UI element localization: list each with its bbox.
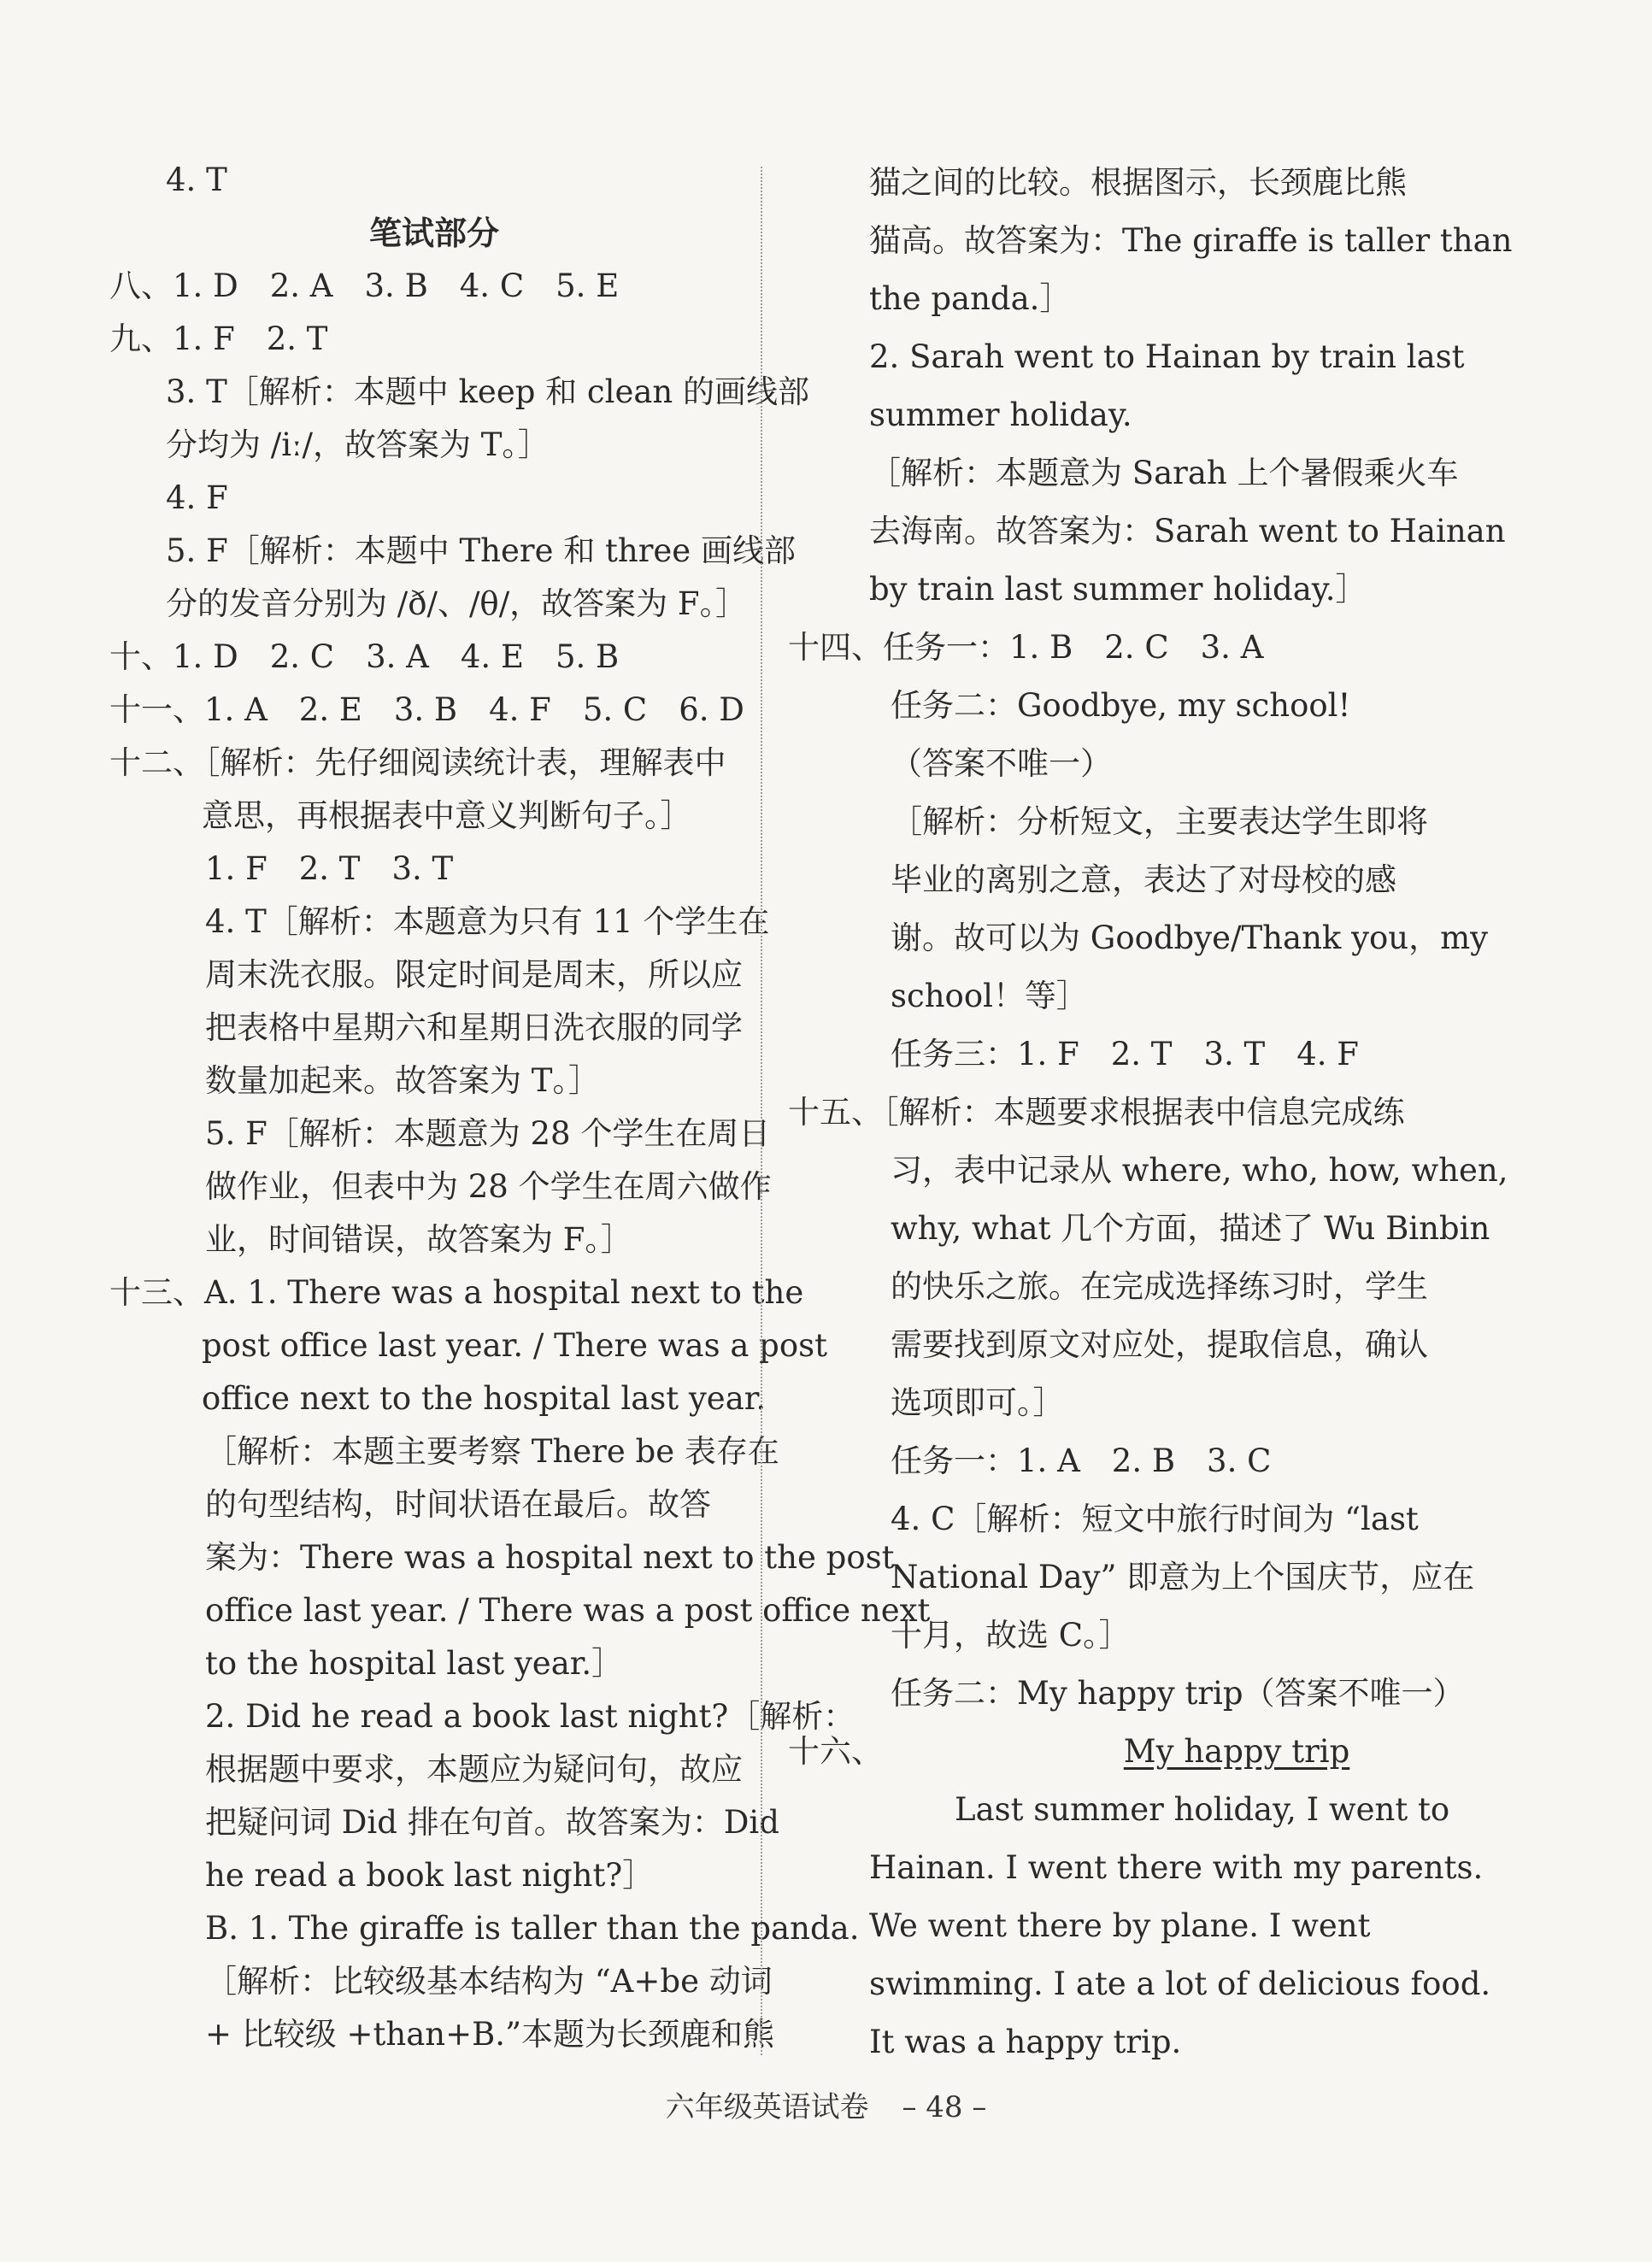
essay-heading [788,1723,1455,1781]
answer-line: 的句型结构，时间状语在最后。故答 [205,1486,711,1523]
answer-line: summer holiday. [869,397,1132,433]
answer-line: 把疑问词 Did 排在句首。故答案为：Did [205,1804,779,1841]
answer-line: 任务二：Goodbye, my school! [891,687,1351,724]
essay-line: Hainan. I went there with my parents. [869,1849,1484,1886]
answer-line: office next to the hospital last year. [202,1380,767,1417]
answer-line: 把表格中星期六和星期日洗衣服的同学 [205,1009,743,1046]
essay-number: 十六、 [788,1733,883,1770]
answer-line: 4. T［解析：本题意为只有 11 个学生在 [205,903,770,940]
answer-line: 5. F［解析：本题意为 28 个学生在周日 [205,1115,771,1152]
answer-line: 十一、1. A 2. E 3. B 4. F 5. C 6. D [109,691,744,728]
answer-line: ［解析：本题意为 Sarah 上个暑假乘火车 [869,455,1459,491]
answer-line: 分均为 /iː/，故答案为 T。］ [166,426,550,463]
essay-line: It was a happy trip. [869,2024,1182,2060]
answer-line: why, what 几个方面，描述了 Wu Binbin [891,1210,1490,1247]
answer-line: 十月，故选 C。］ [891,1617,1131,1654]
answer-line: 2. Sarah went to Hainan by train last [869,338,1465,375]
answer-line: ［解析：本题主要考察 There be 表存在 [205,1433,779,1470]
essay-title: My happy trip [1123,1733,1350,1770]
answer-line: 十、1. D 2. C 3. A 4. E 5. B [109,638,620,675]
answer-line: 案为：There was a hospital next to the post [205,1539,895,1576]
answer-line: 的快乐之旅。在完成选择练习时，学生 [891,1268,1428,1305]
answer-line: 十四、任务一：1. B 2. C 3. A [788,629,1264,666]
answer-line: （答案不唯一） [891,745,1112,782]
answer-line: school！等］ [891,978,1088,1014]
footer-label: 六年级英语试卷 [665,2090,869,2124]
answer-line: 任务三：1. F 2. T 3. T 4. F [891,1036,1359,1072]
page-footer [0,2083,1652,2125]
answer-line: 任务一：1. A 2. B 3. C [891,1442,1272,1479]
right-answers [788,154,1513,1723]
answer-line: 八、1. D 2. A 3. B 4. C 5. E [109,267,620,304]
answer-line: post office last year. / There was a post [202,1327,827,1364]
answer-line: ［解析：比较级基本结构为 “A+be 动词 [205,1963,773,2000]
answer-line: 4. F [166,479,228,516]
answer-line: ［解析：分析短文，主要表达学生即将 [891,803,1428,840]
answer-line: the panda.］ [869,280,1072,317]
answer-line: 根据题中要求，本题应为疑问句，故应 [205,1751,743,1788]
answer-line: 十三、A. 1. There was a hospital next to the [109,1274,804,1311]
answer-line: + 比较级 +than+B.”本题为长颈鹿和熊 [205,2016,774,2053]
answer-line: 习，表中记录从 where, who, how, when, [891,1152,1508,1189]
answer-line: 做作业，但表中为 28 个学生在周六做作 [205,1168,772,1205]
answer-line: 2. Did he read a book last night?［解析： [205,1698,855,1735]
answer-line: 4. T [166,162,227,198]
answer-line: 去海南。故答案为：Sarah went to Hainan [869,513,1506,549]
answer-line: 数量加起来。故答案为 T。］ [205,1062,600,1099]
answer-line: 1. F 2. T 3. T [205,850,454,887]
answer-line: he read a book last night?］ [205,1857,655,1894]
essay-line: We went there by plane. I went [869,1907,1371,1944]
answer-line: by train last summer holiday.］ [869,571,1367,608]
answer-line: 谢。故可以为 Goodbye/Thank you，my [891,919,1489,956]
answer-line: 笔试部分 [368,214,499,252]
answer-line: B. 1. The giraffe is taller than the panda. [205,1910,860,1947]
right-column [788,154,1513,2071]
answer-line: 十二、［解析：先仔细阅读统计表，理解表中 [109,744,726,781]
answer-line: 选项即可。］ [891,1384,1065,1421]
answer-line: 毕业的离别之意，表达了对母校的感 [891,861,1396,898]
answer-line: 任务二：My happy trip（答案不唯一） [891,1675,1465,1712]
answer-line: 业，时间错误，故答案为 F。］ [205,1221,632,1258]
answer-line: 周末洗衣服。限定时间是周末，所以应 [205,956,743,993]
page-number: – 48 – [902,2090,987,2124]
answer-line: 猫之间的比较。根据图示，长颈鹿比熊 [869,164,1407,201]
answer-line: 分的发音分别为 /ð/、/θ/，故答案为 F。］ [166,585,748,622]
answer-line: 意思，再根据表中意义判断句子。］ [202,797,692,834]
answer-line: 5. F［解析：本题中 There 和 three 画线部 [166,532,796,569]
answer-line: 十五、［解析：本题要求根据表中信息完成练 [788,1094,1405,1131]
essay-line: swimming. I ate a lot of delicious food. [869,1965,1491,2002]
answer-line: 3. T［解析：本题中 keep 和 clean 的画线部 [166,373,810,410]
answer-line: to the hospital last year.］ [205,1645,624,1682]
answer-line: 九、1. F 2. T [109,320,328,357]
column-divider [761,167,762,2055]
answer-line: 需要找到原文对应处，提取信息，确认 [891,1326,1428,1363]
answer-line: National Day” 即意为上个国庆节，应在 [891,1559,1475,1595]
answer-line: 猫高。故答案为：The giraffe is taller than [869,222,1513,259]
essay-line: Last summer holiday, I went to [955,1791,1450,1828]
answer-line: office last year. / There was a post office next [205,1592,931,1629]
answer-line: 4. C［解析：短文中旅行时间为 “last [891,1501,1419,1537]
